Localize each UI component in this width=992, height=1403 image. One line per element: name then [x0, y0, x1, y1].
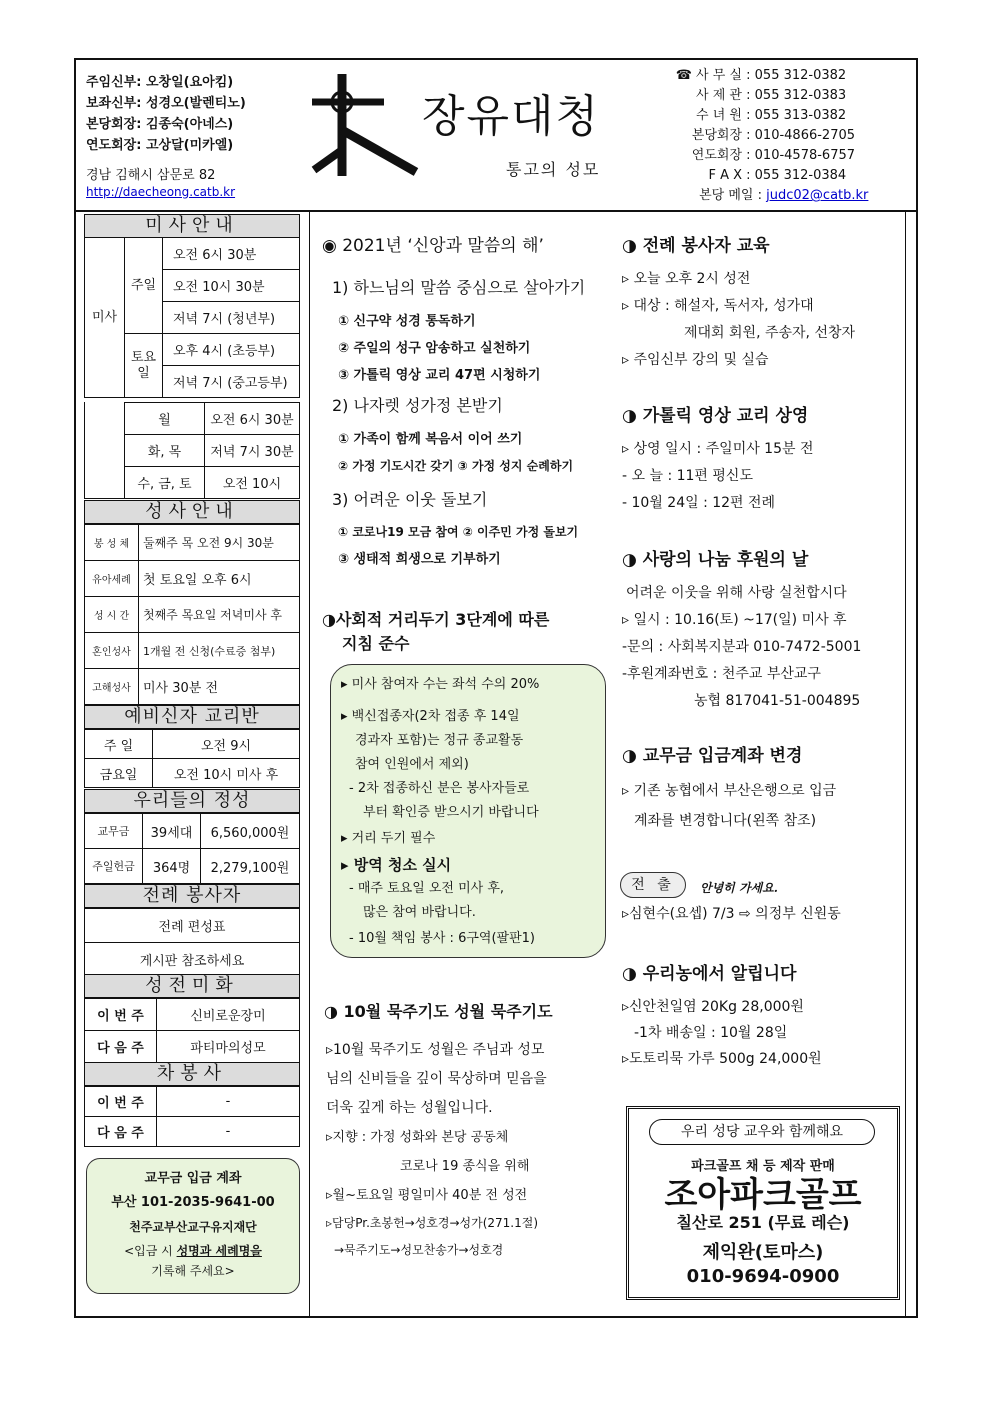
catechumen-title: 예비신자 교리반	[84, 705, 300, 729]
guideline-line: 참여 인원에서 제외)	[355, 757, 469, 772]
dues-title: ◑ 교무금 입금계좌 변경	[622, 746, 803, 766]
love-line: 어려운 이웃을 위해 사랑 실천합시다	[626, 585, 847, 601]
dues-body	[622, 776, 836, 836]
sunday-time: 오전 10시 30분	[163, 270, 300, 302]
mass-table	[84, 237, 300, 398]
contact-row: ☎ 사 무 실 : 055 312-0382	[675, 68, 847, 83]
email-row: 본당 메일 : judc02@catb.kr	[699, 188, 869, 203]
rosary-line: 님의 신비들을 깊이 묵상하며 믿음을	[326, 1071, 547, 1087]
guideline-line: - 10월 책임 봉사 : 6구역(팔판1)	[349, 931, 535, 946]
guideline-line: - 2차 접종하신 분은 봉사자들로	[349, 781, 530, 796]
staff-row: 보좌신부: 성경오(발렌티노)	[86, 96, 246, 111]
flowers-week: 이 번 주	[85, 999, 157, 1031]
guideline-line: 많은 참여 바랍니다.	[363, 905, 476, 920]
farm-body	[622, 994, 822, 1072]
flowers-name: 신비로운장미	[157, 999, 300, 1031]
contact-row: 연도회장 : 010-4578-6757	[691, 148, 856, 163]
tea-week: 다 음 주	[85, 1117, 157, 1147]
edu-line: ▹ 오늘 오후 2시 성전	[622, 271, 751, 287]
servers-line: 전례 편성표	[85, 909, 300, 943]
account-note: <입금 시 성명과 세례명을	[124, 1244, 262, 1258]
rosary-title: ◑ 10월 묵주기도 성월 묵주기도	[324, 1002, 553, 1021]
guidelines-box	[330, 664, 606, 958]
love-line: ▹ 일시 : 10.16(토) ~17(일) 미사 후	[622, 612, 847, 628]
website-link[interactable]: http://daecheong.catb.kr	[86, 185, 236, 199]
account-holder: 천주교부산교구유지재단	[129, 1220, 257, 1234]
distance-title-2: 지침 준수	[342, 634, 410, 653]
sunday-time: 저녁 7시 (청년부)	[163, 302, 300, 334]
contact-row: 본당회장 : 010-4866-2705	[691, 128, 856, 143]
rosary-line: ▹월~토요일 평일미사 40분 전 성전	[326, 1188, 528, 1203]
church-name: 장유대청	[422, 91, 601, 142]
flowers-title: 성전미화	[84, 974, 300, 998]
video-title: ◑ 가톨릭 영상 교리 상영	[622, 406, 809, 426]
farm-line: -1차 배송일 : 10월 28일	[634, 1025, 788, 1041]
video-body	[622, 436, 814, 517]
sacrament-table	[84, 524, 300, 705]
tea-name: -	[157, 1117, 300, 1147]
year-title: ◉ 2021년 ‘신앙과 말씀의 해’	[322, 236, 544, 256]
guideline-line: - 매주 토요일 오전 미사 후,	[349, 881, 505, 896]
sunday-label: 주일	[125, 238, 163, 334]
catechumen-time: 오전 9시	[153, 730, 300, 759]
contact-row: 수 녀 원 : 055 313-0382	[696, 108, 847, 123]
rosary-line: ▹10월 묵주기도 성월은 주님과 성모	[326, 1042, 545, 1058]
distance-title: ◑사회적 거리두기 3단계에 따른	[322, 610, 550, 629]
section2-title: 2) 나자렛 성가정 본받기	[332, 396, 503, 415]
servers-table	[84, 908, 300, 977]
catechumen-day: 주 일	[85, 730, 153, 759]
ad-line: 파크골프 채 등 제작 판매	[691, 1159, 835, 1174]
weekday-day: 월	[125, 403, 205, 435]
ad-box	[626, 1106, 900, 1300]
catechumen-time: 오전 10시 미사 후	[153, 759, 300, 788]
list-item: ② 주일의 성구 암송하고 실천하기	[338, 341, 531, 356]
video-line: - 오 늘 : 11편 평신도	[622, 468, 753, 484]
edu-line: 제대회 회원, 주송자, 선창자	[684, 325, 856, 341]
contact-list	[652, 66, 868, 206]
weekday-time: 오전 10시	[205, 467, 300, 499]
list-item: ② 가정 기도시간 갖기 ③ 가정 성지 순례하기	[338, 459, 574, 473]
column-divider	[309, 212, 310, 1318]
offering-table	[84, 813, 300, 884]
love-body	[622, 580, 861, 715]
list-item: ③ 가톨릭 영상 교리 47편 시청하기	[338, 368, 541, 383]
contact-row: 사 제 관 : 055 312-0383	[696, 88, 847, 103]
contact-row: F A X : 055 312-0384	[708, 168, 847, 183]
staff-list	[86, 72, 246, 156]
transfer-line: ▹심현수(요셉) 7/3 ⇨ 의정부 신원동	[622, 906, 841, 922]
love-line: -후원계좌번호 : 천주교 부산교구	[622, 666, 821, 682]
list-item: ③ 생태적 희생으로 기부하기	[338, 552, 501, 567]
sacrament-title: 성사안내	[84, 500, 300, 524]
weekday-day: 수, 금, 토	[125, 467, 205, 499]
rosary-line: 코로나 19 종식을 위해	[400, 1159, 530, 1174]
ad-address: 칠산로 251 (무료 레슨)	[676, 1213, 850, 1232]
offering-count: 39세대	[143, 814, 201, 849]
love-title: ◑ 사랑의 나눔 후원의 날	[622, 550, 809, 570]
offering-name: 교무금	[85, 814, 143, 849]
sacrament-value: 미사 30분 전	[139, 669, 300, 705]
rosary-line: ▹담당Pr.초봉헌→성호경→성가(271.1절)	[326, 1216, 539, 1230]
rosary-line: 더욱 깊게 하는 성월입니다.	[326, 1100, 493, 1116]
transfer-badge: 전 출	[620, 872, 686, 898]
tea-title: 차봉사	[84, 1062, 300, 1086]
list-item: ① 신구약 성경 통독하기	[338, 314, 476, 329]
dues-line: 계좌를 변경합니다(왼쪽 참조)	[634, 813, 817, 829]
edu-title: ◑ 전례 봉사자 교육	[622, 236, 770, 256]
tea-name: -	[157, 1087, 300, 1117]
weekday-time: 오전 6시 30분	[205, 403, 300, 435]
guideline-line: 경과자 포함)는 정규 종교활동	[355, 733, 524, 748]
guideline-line: ▸ 백신접종자(2차 접종 후 14일	[341, 709, 520, 724]
sacrament-name: 봉 성 체	[85, 525, 139, 561]
catechumen-table	[84, 729, 300, 788]
ad-banner: 우리 성당 교우와 함께해요	[649, 1119, 875, 1145]
sunday-time: 오전 6시 30분	[163, 238, 300, 270]
farm-title: ◑ 우리농에서 알립니다	[622, 964, 797, 984]
love-line: 농협 817041-51-004895	[694, 693, 861, 709]
servers-line: 게시판 참조하세요	[85, 943, 300, 977]
offering-amount: 6,560,000원	[201, 814, 300, 849]
sacrament-name: 혼인성사	[85, 633, 139, 669]
ad-owner: 제익완(토마스)	[702, 1242, 824, 1263]
sacrament-name: 고해성사	[85, 669, 139, 705]
cross-logo-icon	[306, 70, 426, 180]
account-note: 기록해 주세요>	[151, 1264, 235, 1278]
staff-row: 연도회장: 고상달(미카엘)	[86, 138, 234, 153]
video-line: ▹ 상영 일시 : 주일미사 15분 전	[622, 441, 814, 457]
sacrament-name: 유아세례	[85, 561, 139, 597]
video-line: - 10월 24일 : 12편 전례	[622, 495, 776, 511]
account-box	[86, 1158, 300, 1294]
ad-phone: 010-9694-0900	[686, 1266, 840, 1287]
address: 경남 김해시 삼문로 82	[86, 168, 216, 183]
edu-line: ▹ 주임신부 강의 및 실습	[622, 352, 769, 368]
sacrament-value: 1개월 전 신청(수료증 첨부)	[139, 633, 300, 669]
weekday-time: 저녁 7시 30분	[205, 435, 300, 467]
offering-count: 364명	[143, 849, 201, 884]
section1-title: 1) 하느님의 말씀 중심으로 살아가기	[332, 278, 586, 297]
saturday-label: 토요일	[125, 334, 163, 398]
mass-title: 미사안내	[84, 214, 300, 238]
love-line: -문의 : 사회복지분과 010-7472-5001	[622, 639, 862, 655]
section3-title: 3) 어려운 이웃 돌보기	[332, 490, 488, 509]
farm-line: ▹도토리묵 가루 500g 24,000원	[622, 1051, 822, 1067]
dues-line: ▹ 기존 농협에서 부산은행으로 입금	[622, 783, 837, 799]
tea-week: 이 번 주	[85, 1087, 157, 1117]
farm-line: ▹신안천일염 20Kg 28,000원	[622, 999, 804, 1015]
guideline-line: 부터 확인증 받으시기 바랍니다	[363, 805, 539, 820]
offering-title: 우리들의 정성	[84, 789, 300, 813]
section2-list	[338, 426, 573, 480]
rosary-line: →묵주기도→성모찬송가→성호경	[334, 1243, 504, 1257]
saturday-time: 오후 4시 (초등부)	[163, 334, 300, 366]
offering-amount: 2,279,100원	[201, 849, 300, 884]
edu-body	[622, 266, 855, 374]
weekday-day: 화, 목	[125, 435, 205, 467]
church-subtitle: 통고의 성모	[506, 160, 601, 179]
guideline-line: ▸ 방역 청소 실시	[341, 856, 452, 874]
list-item: ① 코로나19 모금 참여 ② 이주민 가정 돌보기	[338, 525, 579, 539]
offering-name: 주일헌금	[85, 849, 143, 884]
account-title: 교무금 입금 계좌	[144, 1171, 242, 1186]
sacrament-name: 성 시 간	[85, 597, 139, 633]
sacrament-value: 둘째주 목 오전 9시 30분	[139, 525, 300, 561]
staff-row: 주임신부: 오창일(요아킴)	[86, 75, 234, 90]
list-item: ① 가족이 함께 복음서 이어 쓰기	[338, 432, 523, 447]
staff-row: 본당회장: 김종숙(아네스)	[86, 117, 234, 132]
rosary-line: ▹지향 : 가정 성화와 본당 공동체	[326, 1130, 509, 1145]
guideline-line: ▸ 미사 참여자 수는 좌석 수의 20%	[341, 677, 540, 692]
ad-name: 조아파크골프	[664, 1175, 862, 1215]
column-divider	[905, 212, 906, 1318]
catechumen-day: 금요일	[85, 759, 153, 788]
sacrament-value: 첫째주 목요일 저녁미사 후	[139, 597, 300, 633]
flowers-table	[84, 998, 300, 1063]
weekday-table	[124, 402, 300, 499]
email-link[interactable]: judc02@catb.kr	[766, 188, 869, 203]
section3-list	[338, 518, 578, 574]
tea-table	[84, 1086, 300, 1147]
section1-list	[338, 308, 540, 389]
transfer-script: 안녕히 가세요.	[700, 881, 778, 895]
saturday-time: 저녁 7시 (중고등부)	[163, 366, 300, 398]
rosary-body	[326, 1036, 547, 1264]
flowers-name: 파티마의성모	[157, 1031, 300, 1063]
edu-line: ▹ 대상 : 해설자, 독서자, 성가대	[622, 298, 814, 314]
sacrament-value: 첫 토요일 오후 6시	[139, 561, 300, 597]
header-divider	[74, 210, 918, 212]
flowers-week: 다 음 주	[85, 1031, 157, 1063]
guideline-line: ▸ 거리 두기 필수	[341, 831, 436, 846]
account-number: 부산 101-2035-9641-00	[111, 1195, 275, 1210]
mass-label: 미사	[85, 238, 125, 398]
servers-title: 전례 봉사자	[84, 884, 300, 908]
